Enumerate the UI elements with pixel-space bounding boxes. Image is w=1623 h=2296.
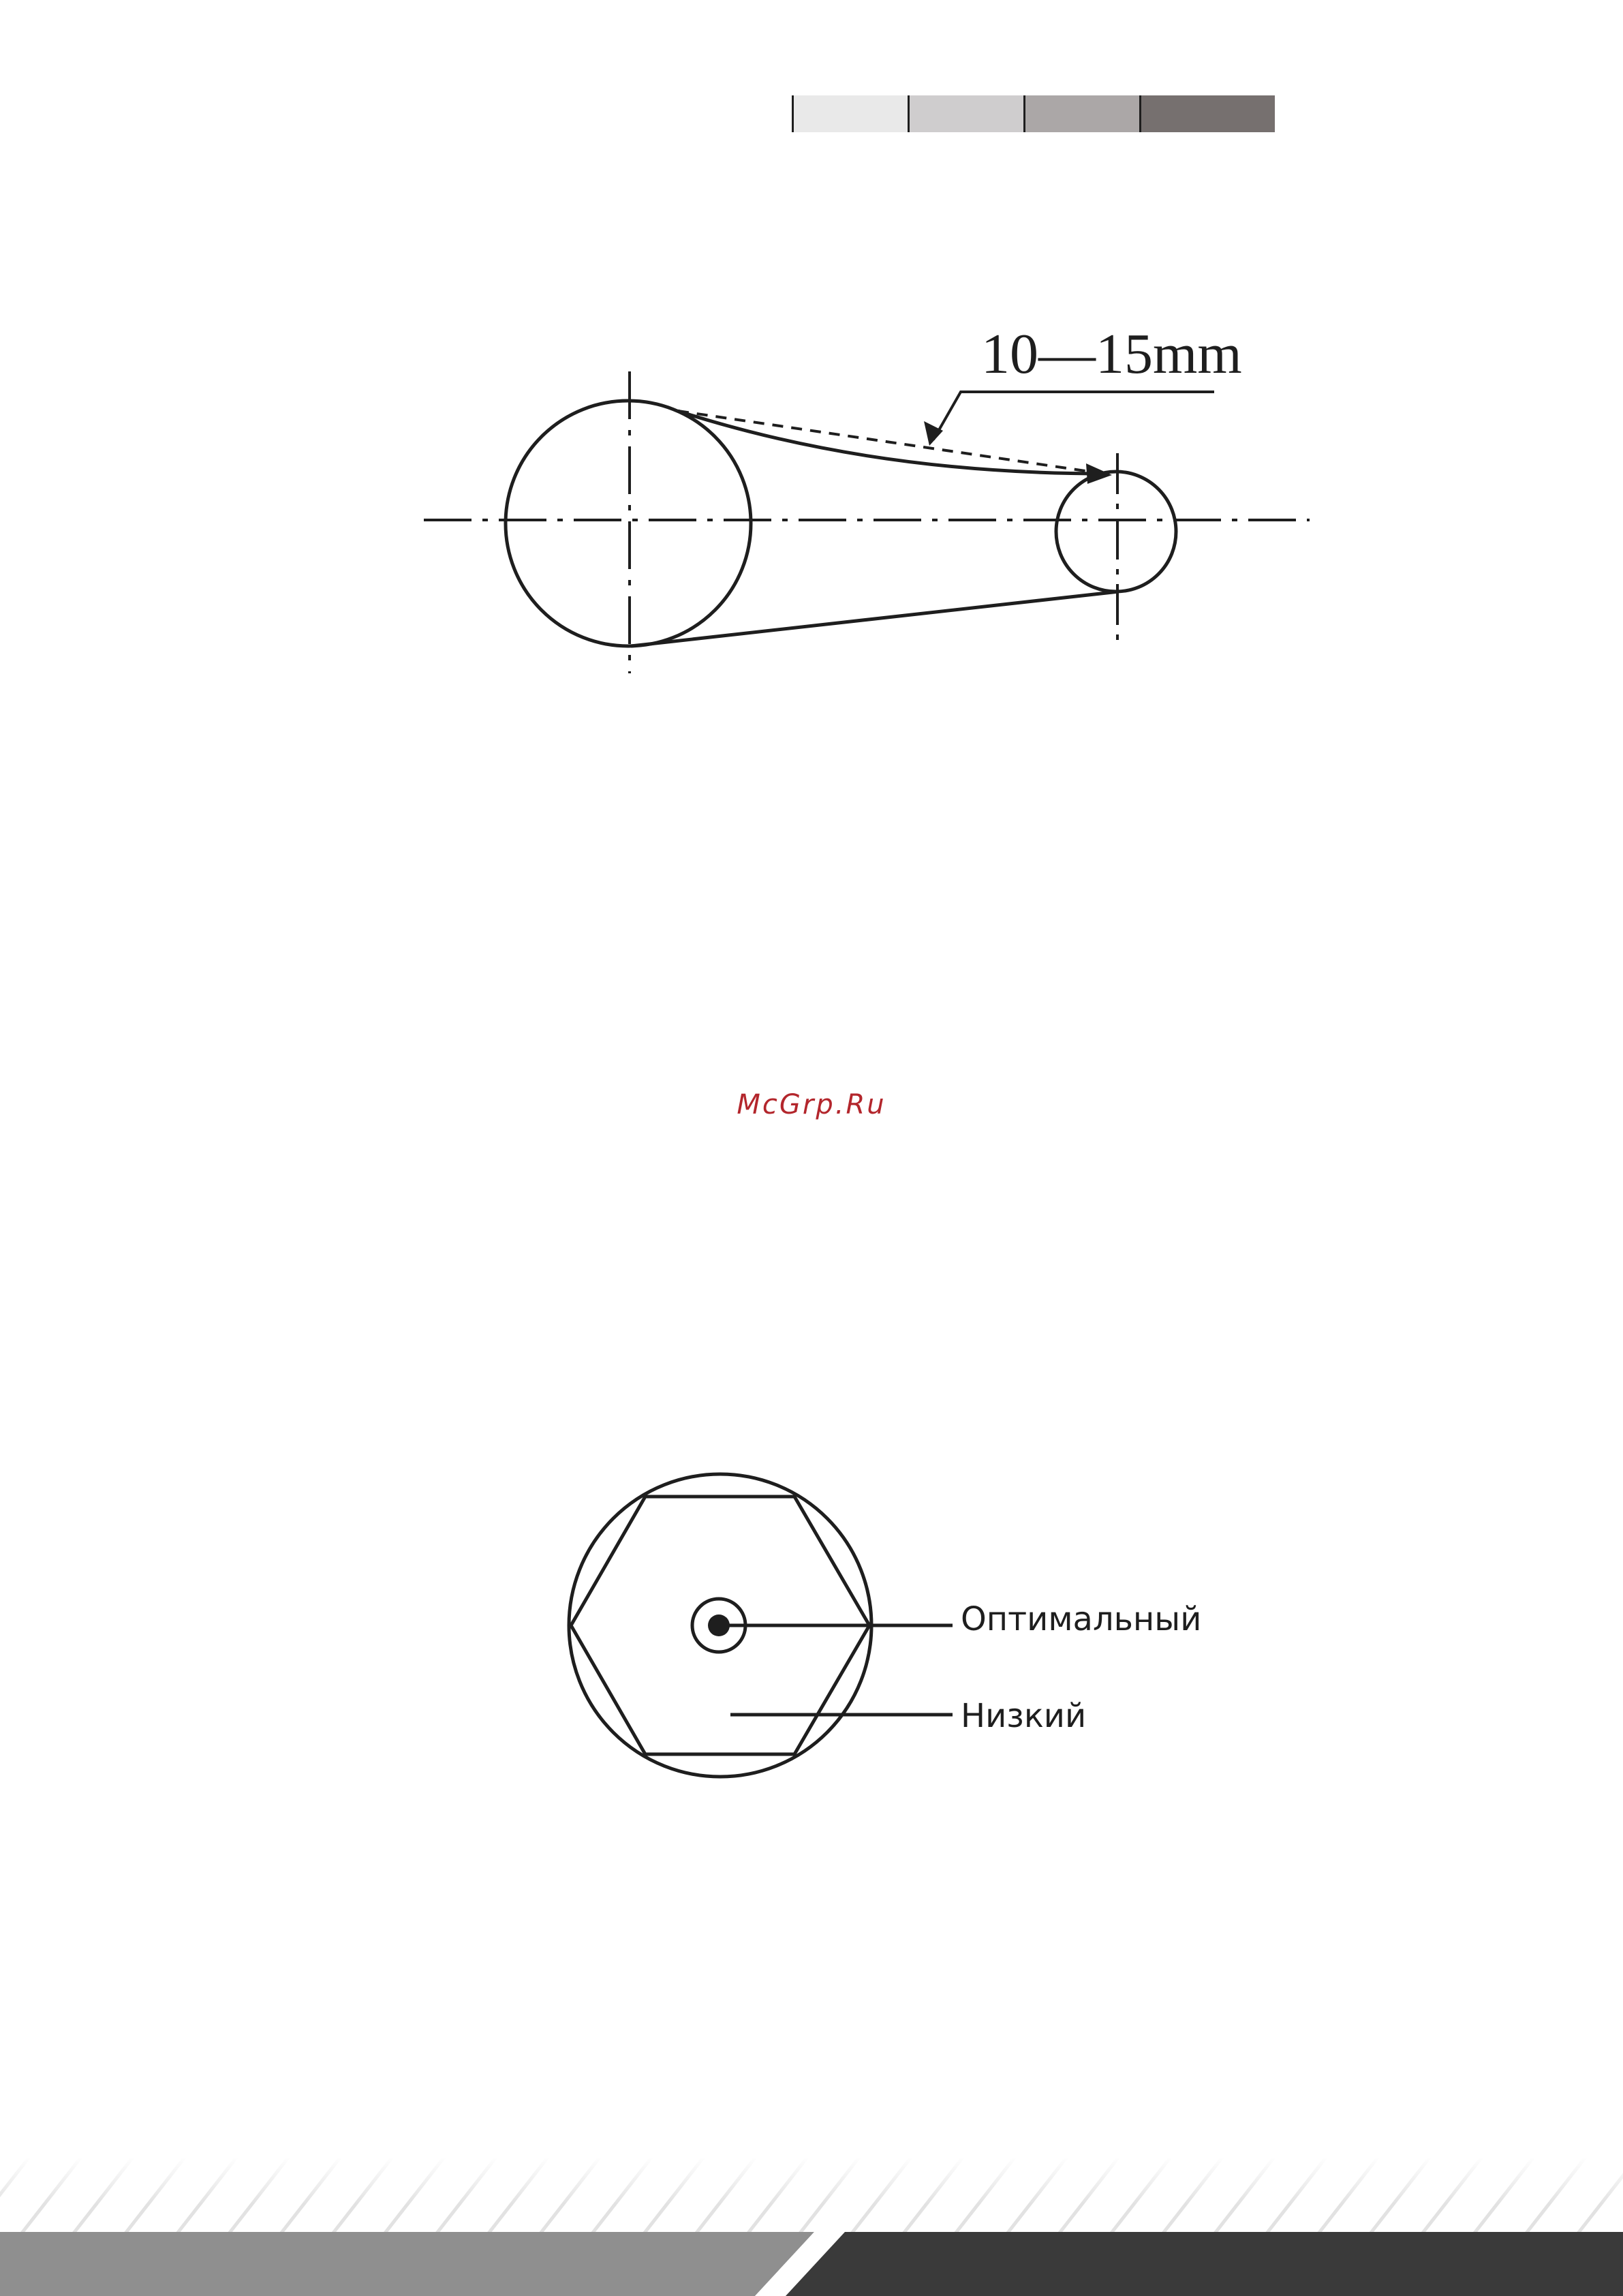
watermark-text: McGrp.Ru [737,1089,886,1120]
footer-decoration [0,2157,1623,2296]
footer-light-band [0,2232,814,2296]
belt-tension-label: 10—15mm [981,322,1242,386]
leader-arrow-icon [924,421,943,446]
belt-reference-dashed-line [678,411,1104,474]
oil-sight-glass-diagram [569,1474,953,1777]
belt-end-arrow-icon [1086,463,1112,484]
belt-tension-diagram [424,371,1310,673]
low-level-label: Низкий [961,1697,1087,1735]
optimal-level-label: Оптимальный [961,1600,1202,1638]
tension-leader-line [933,392,1214,440]
footer-dark-band [786,2232,1623,2296]
